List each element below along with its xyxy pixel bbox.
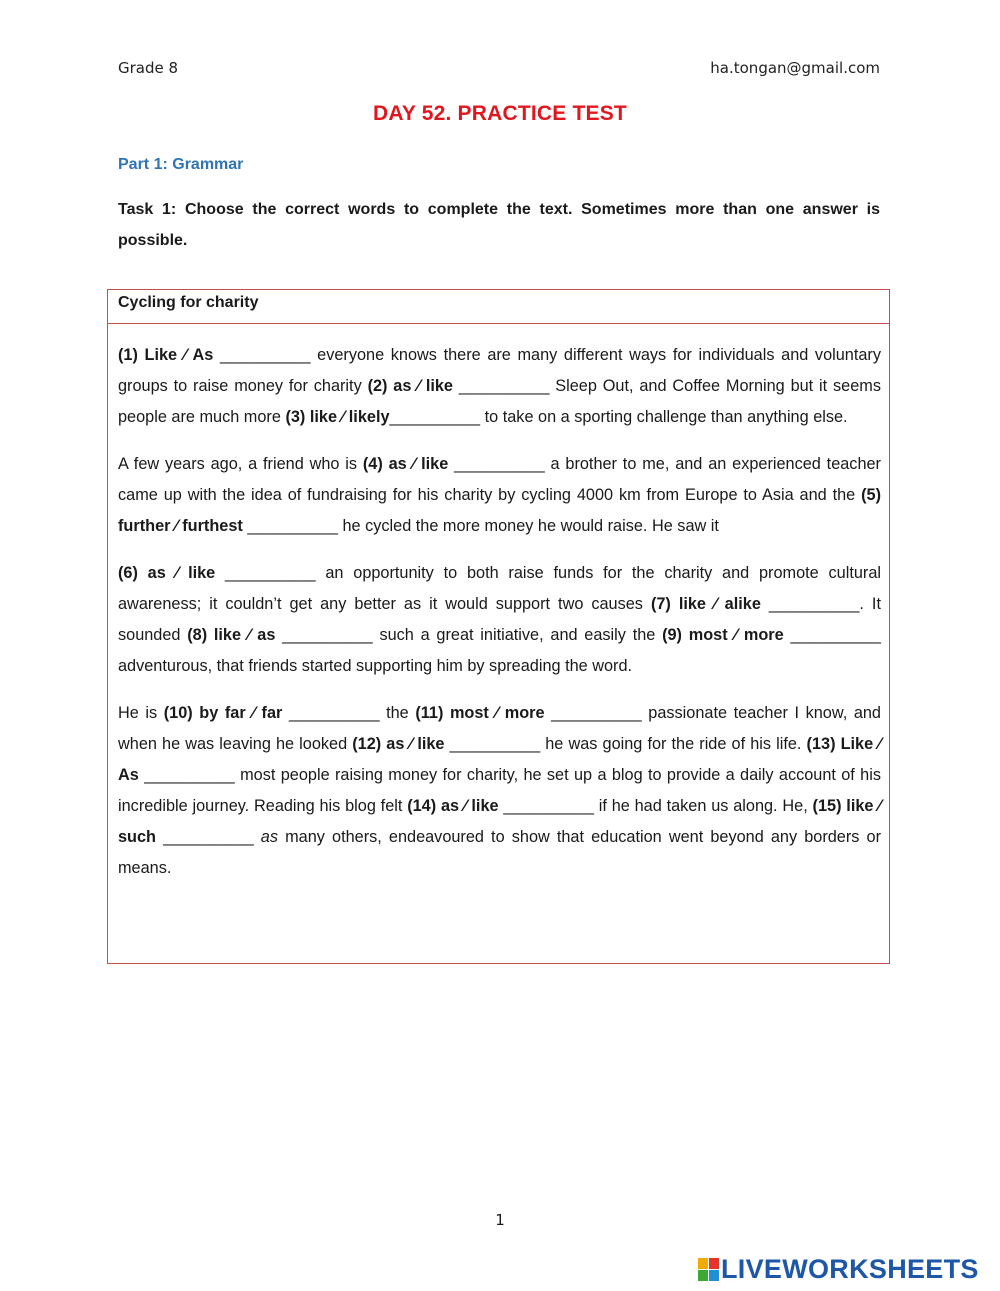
question-12-options: (12) as ⁄ like (352, 735, 445, 753)
logo-mark-square (698, 1270, 708, 1281)
page-number: 1 (495, 1211, 505, 1229)
text-segment: a brother to me, and an experienced teacher came up with the idea of fundraising for his charity by cycling 4000 km from Europe to Asia and the (118, 455, 881, 504)
logo-mark-square (698, 1258, 708, 1269)
text-segment: an opportunity to both raise funds for the charity and promote cultural awareness; it couldn’t get any better as it would support two causes (118, 564, 881, 613)
paragraph-2 (118, 449, 881, 542)
answer-blank-3[interactable]: __________ (389, 408, 481, 426)
text-segment: A few years ago, a friend who is (118, 455, 363, 473)
liveworksheets-logo[interactable] (698, 1254, 979, 1284)
page-title: DAY 52. PRACTICE TEST (373, 102, 627, 125)
answer-blank-13[interactable]: __________ (144, 766, 235, 784)
answer-blank-14[interactable]: __________ (503, 797, 594, 815)
task-instructions: Task 1: Choose the correct words to complete the text. Sometimes more than one answer is possible. (118, 201, 880, 249)
text-segment: . It sounded (118, 595, 881, 644)
answer-blank-1[interactable]: __________ (219, 346, 311, 364)
text-segment: he cycled the more money he would raise. He saw it (337, 517, 719, 535)
text-segment: many others, endeavoured to show that education went beyond any borders or means. (118, 828, 881, 877)
question-2-options: (2) as ⁄ like (367, 377, 453, 395)
answer-blank-12[interactable]: __________ (449, 735, 541, 753)
answer-blank-9[interactable]: __________ (790, 626, 881, 644)
text-segment: most people raising money for charity, he set up a blog to provide a daily account of his incredible journey. Reading his blog felt (118, 766, 881, 815)
text-segment: the (379, 704, 416, 722)
text-segment: he was going for the ride of his life. (540, 735, 807, 753)
question-11-options: (11) most ⁄ more (415, 704, 545, 722)
header-email: ha.tongan@gmail.com (710, 59, 880, 77)
passage-box (107, 289, 890, 964)
logo-mark-icon (698, 1258, 719, 1281)
logo-text: LIVEWORKSHEETS (721, 1254, 979, 1284)
question-1-options: (1) Like ⁄ As (118, 346, 214, 364)
part-heading: Part 1: Grammar (118, 156, 244, 173)
logo-mark-square (709, 1258, 719, 1269)
answer-blank-11[interactable]: __________ (551, 704, 642, 722)
text-segment: Sleep Out, and Coffee Morning but it seems people are much more (118, 377, 881, 426)
question-5-options: (5) further ⁄ furthest (118, 486, 881, 535)
text-segment: passionate teacher I know, and when he was leaving he looked (118, 704, 881, 753)
answer-blank-5[interactable]: __________ (247, 517, 338, 535)
paragraph-3 (118, 558, 881, 682)
text-segment: everyone knows there are many different ways for individuals and voluntary groups to raise money for charity (118, 346, 881, 395)
answer-blank-4[interactable]: __________ (454, 455, 545, 473)
question-4-options: (4) as ⁄ like (362, 455, 449, 473)
paragraph-1 (118, 340, 881, 433)
text-segment: such a great initiative, and easily the (372, 626, 663, 644)
passage-body (108, 324, 889, 884)
answer-blank-2[interactable]: __________ (458, 377, 550, 395)
paragraph-4 (118, 698, 881, 884)
text-segment: adventurous, that friends started supporting him by spreading the word. (118, 657, 633, 675)
answer-blank-8[interactable]: __________ (282, 626, 373, 644)
text-segment: He is (118, 704, 164, 722)
question-10-options: (10) by far ⁄ far (163, 704, 283, 722)
question-13-options: (13) Like ⁄ As (118, 735, 881, 784)
header-grade: Grade 8 (118, 59, 179, 77)
answer-blank-10[interactable]: __________ (288, 704, 380, 722)
text-segment-italic: as (260, 828, 278, 846)
question-6-options: (6) as ⁄ like (118, 564, 216, 582)
question-7-options: (7) like ⁄ alike (650, 595, 761, 613)
passage-title: Cycling for charity (108, 290, 889, 324)
question-9-options: (9) most ⁄ more (662, 626, 784, 644)
logo-mark-square (709, 1270, 719, 1281)
answer-blank-7[interactable]: __________ (768, 595, 860, 613)
answer-blank-15[interactable]: __________ (163, 828, 254, 846)
text-segment: if he had taken us along. He, (593, 797, 813, 815)
question-14-options: (14) as ⁄ like (407, 797, 499, 815)
question-15-options: (15) like ⁄ such (118, 797, 881, 846)
question-3-options: (3) like ⁄ likely (285, 408, 390, 426)
text-segment: to take on a sporting challenge than anything else. (480, 408, 848, 426)
question-8-options: (8) like ⁄ as (187, 626, 276, 644)
answer-blank-6[interactable]: __________ (225, 564, 316, 582)
